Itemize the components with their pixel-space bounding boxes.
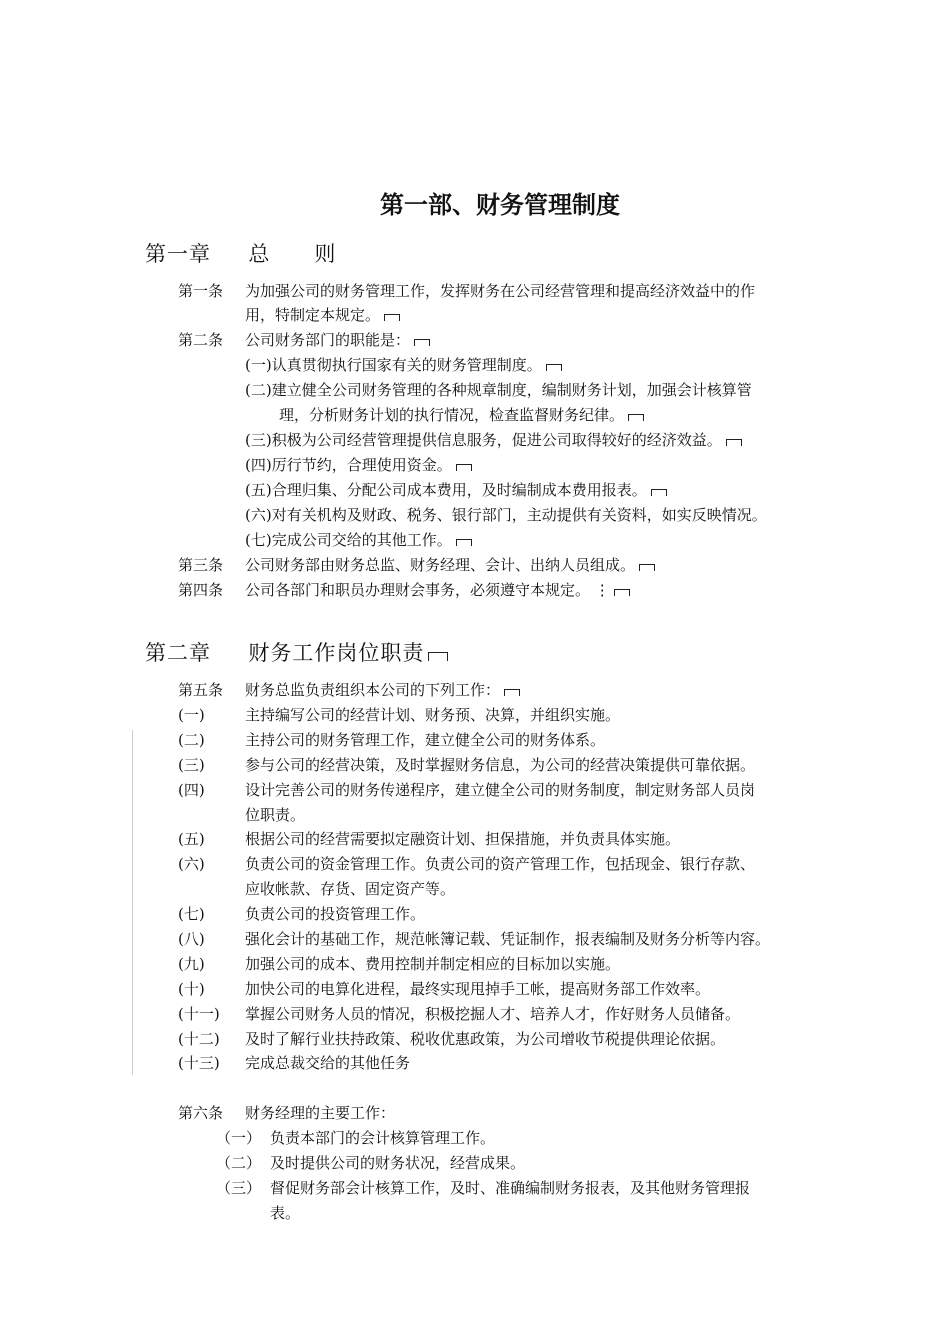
paragraph-mark-icon <box>456 539 472 546</box>
paragraph-mark-icon <box>628 414 644 421</box>
list-item-text: 主持编写公司的经营计划、财务预、决算，并组织实施。 <box>245 706 621 724</box>
list-item-text: 加强公司的成本、费用控制并制定相应的目标加以实施。 <box>245 955 621 973</box>
article-2-item: (三)积极为公司经营管理提供信息服务，促进公司取得较好的经济效益。 <box>245 430 742 450</box>
paragraph-mark-icon <box>651 489 667 496</box>
article-2-item: (四)厉行节约，合理使用资金。 <box>245 455 472 475</box>
list-item-text: 负责本部门的会计核算管理工作。 <box>270 1129 496 1147</box>
list-item-number: (四) <box>178 781 205 799</box>
article-1-text: 为加强公司的财务管理工作，发挥财务在公司经营管理和提高经济效益中的作 <box>245 282 756 300</box>
paragraph-mark-icon <box>456 464 472 471</box>
list-item-text: 负责公司的投资管理工作。 <box>245 905 426 923</box>
list-item-text: 负责公司的资金管理工作。负责公司的资产管理工作，包括现金、银行存款、 <box>245 855 756 873</box>
paragraph-mark-icon <box>546 364 562 371</box>
list-item-text-cont: 位职责。 <box>245 806 306 824</box>
paragraph-mark-icon <box>414 339 430 346</box>
article-4-text: 公司各部门和职员办理财会事务，必须遵守本规定。 ⋮ <box>245 580 630 600</box>
article-2-item: (二)建立健全公司财务管理的各种规章制度，编制财务计划，加强会计核算管 <box>245 381 752 399</box>
article-1-label: 第一条 <box>178 282 224 300</box>
paragraph-mark-icon <box>639 564 655 571</box>
article-2-label: 第二条 <box>178 331 224 349</box>
chapter-1-number: 第一章 <box>145 242 211 266</box>
list-item-text: 掌握公司财务人员的情况，积极挖掘人才、培养人才，作好财务人员储备。 <box>245 1005 741 1023</box>
article-6-text: 财务经理的主要工作： <box>245 1104 396 1122</box>
article-2-item-cont: 理，分析财务计划的执行情况，检查监督财务纪律。 <box>279 405 644 425</box>
article-2-item: (一)认真贯彻执行国家有关的财务管理制度。 <box>245 355 562 375</box>
list-item-number: (六) <box>178 855 205 873</box>
article-5-label: 第五条 <box>178 681 224 699</box>
list-item-number: (十三) <box>178 1054 220 1072</box>
article-6-label: 第六条 <box>178 1104 224 1122</box>
chapter-1-heading <box>145 240 336 268</box>
chapter-2-name: 财务工作岗位职责 <box>248 641 425 665</box>
article-3-label: 第三条 <box>178 556 224 574</box>
chapter-2-number: 第二章 <box>145 641 211 665</box>
list-item-number: （三） <box>216 1179 262 1197</box>
list-item-text: 及时提供公司的财务状况，经营成果。 <box>270 1154 526 1172</box>
list-item-text-cont: 表。 <box>270 1204 301 1222</box>
article-4-label: 第四条 <box>178 581 224 599</box>
list-item-text: 完成总裁交给的其他任务 <box>245 1054 411 1072</box>
list-item-text: 参与公司的经营决策，及时掌握财务信息，为公司的经营决策提供可靠依据。 <box>245 756 756 774</box>
list-item-number: (二) <box>178 731 205 749</box>
list-item-number: (一) <box>178 706 205 724</box>
list-item-text: 督促财务部会计核算工作，及时、准确编制财务报表，及其他财务管理报 <box>270 1179 751 1197</box>
article-1-text-cont: 用，特制定本规定。 <box>245 305 400 325</box>
article-2-item: (七)完成公司交给的其他工作。 <box>245 530 472 550</box>
article-2-text: 公司财务部门的职能是： <box>245 330 430 350</box>
paragraph-mark-icon <box>726 439 742 446</box>
chapter-1-name: 总 则 <box>248 242 337 266</box>
paragraph-mark-icon <box>428 652 448 661</box>
list-item-text-cont: 应收帐款、存货、固定资产等。 <box>245 880 456 898</box>
list-item-number: (八) <box>178 930 205 948</box>
list-item-number: (十一) <box>178 1005 220 1023</box>
article-2-item: (六)对有关机构及财政、税务、银行部门，主动提供有关资料，如实反映情况。 <box>245 506 767 524</box>
list-item-text: 加快公司的电算化进程，最终实现甩掉手工帐，提高财务部工作效率。 <box>245 980 711 998</box>
list-item-text: 设计完善公司的财务传递程序，建立健全公司的财务制度，制定财务部人员岗 <box>245 781 756 799</box>
list-item-number: (三) <box>178 756 205 774</box>
article-2-item: (五)合理归集、分配公司成本费用，及时编制成本费用报表。 <box>245 480 667 500</box>
list-item-text: 及时了解行业扶持政策、税收优惠政策，为公司增收节税提供理论依据。 <box>245 1030 726 1048</box>
list-item-number: （二） <box>216 1154 262 1172</box>
list-item-text: 主持公司的财务管理工作，建立健全公司的财务体系。 <box>245 731 606 749</box>
list-item-text: 强化会计的基础工作，规范帐簿记载、凭证制作，报表编制及财务分析等内容。 <box>245 930 771 948</box>
list-item-number: （一） <box>216 1129 262 1147</box>
paragraph-mark-icon <box>504 689 520 696</box>
paragraph-mark-icon <box>384 314 400 321</box>
article-5-text: 财务总监负责组织本公司的下列工作： <box>245 680 520 700</box>
list-item-number: (九) <box>178 955 205 973</box>
article-3-text: 公司财务部由财务总监、财务经理、会计、出纳人员组成。 <box>245 555 655 575</box>
list-item-number: (十) <box>178 980 205 998</box>
chapter-2-heading <box>145 639 448 667</box>
list-item-number: (七) <box>178 905 205 923</box>
margin-rule <box>132 730 133 1075</box>
list-item-text: 根据公司的经营需要拟定融资计划、担保措施，并负责具体实施。 <box>245 830 681 848</box>
list-item-number: (十二) <box>178 1030 220 1048</box>
paragraph-mark-icon <box>614 589 630 596</box>
list-item-number: (五) <box>178 830 205 848</box>
page-title: 第一部、财务管理制度 <box>380 191 620 219</box>
